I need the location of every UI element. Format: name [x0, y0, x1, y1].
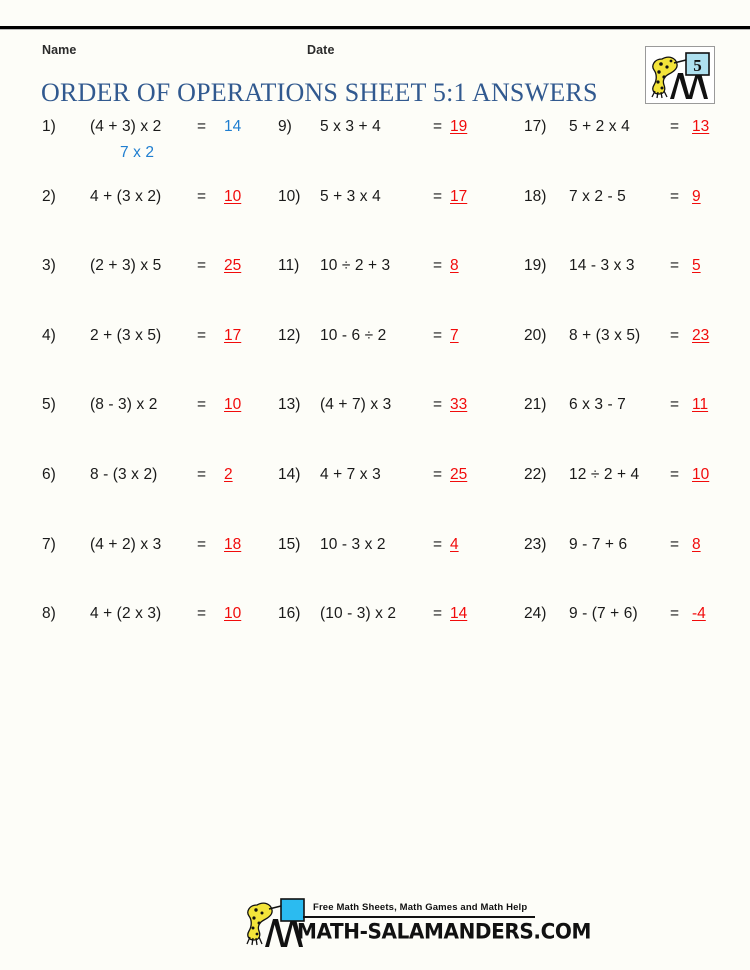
- answer-value[interactable]: 13: [692, 118, 710, 135]
- problem-number: 2): [42, 187, 56, 205]
- problem-row: [42, 257, 278, 327]
- problem-row: [524, 257, 750, 327]
- answer-value[interactable]: 17: [450, 187, 468, 205]
- answer-value[interactable]: 25: [224, 257, 242, 275]
- answer-value[interactable]: 8: [692, 535, 701, 553]
- problem-expression: 4 + (3 x 2): [90, 187, 162, 205]
- problem-expression: (4 + 7) x 3: [320, 396, 392, 414]
- equals-sign: =: [197, 396, 207, 414]
- problem-number: 24): [524, 605, 547, 623]
- problem-row: [524, 396, 750, 466]
- equals-sign: =: [670, 326, 680, 344]
- problem-row: [278, 257, 524, 327]
- salamander-logo: [645, 46, 715, 104]
- equals-sign: =: [433, 118, 443, 135]
- problem-expression: (4 + 2) x 3: [90, 535, 162, 553]
- equals-sign: =: [670, 605, 680, 623]
- problem-number: 10): [278, 187, 301, 205]
- equals-sign: =: [197, 187, 207, 205]
- equals-sign: =: [670, 465, 680, 483]
- equals-sign: =: [670, 535, 680, 553]
- answer-value[interactable]: 14: [450, 605, 468, 623]
- equals-sign: =: [197, 257, 207, 275]
- problem-expression: (4 + 3) x 2: [90, 118, 162, 135]
- problem-expression: (2 + 3) x 5: [90, 257, 162, 275]
- problem-expression: 2 + (3 x 5): [90, 326, 162, 344]
- equals-sign: =: [433, 605, 443, 623]
- answer-value[interactable]: 25: [450, 465, 468, 483]
- equals-sign: =: [197, 465, 207, 483]
- answer-value[interactable]: 5: [692, 257, 701, 275]
- problem-number: 7): [42, 535, 56, 553]
- answer-value[interactable]: 19: [450, 118, 468, 135]
- equals-sign: =: [197, 605, 207, 623]
- problem-number: 22): [524, 465, 547, 483]
- answer-value[interactable]: -4: [692, 605, 706, 623]
- problem-row: [42, 466, 278, 536]
- equals-sign: =: [433, 187, 443, 205]
- answer-value[interactable]: 17: [224, 326, 242, 344]
- answer-value[interactable]: 10: [224, 187, 242, 205]
- problem-column-1: [42, 118, 278, 675]
- problem-row: [524, 466, 750, 536]
- equals-sign: =: [197, 535, 207, 553]
- problem-expression: 10 ÷ 2 + 3: [320, 257, 391, 275]
- answer-value[interactable]: 18: [224, 535, 242, 553]
- footer-website-url[interactable]: MATH-SALAMANDERS.COM: [297, 918, 591, 944]
- problem-number: 4): [42, 326, 56, 344]
- problem-column-2: [278, 118, 524, 675]
- problem-number: 17): [524, 118, 547, 135]
- equals-sign: =: [433, 326, 443, 344]
- footer-tagline: Free Math Sheets, Math Games and Math Help: [313, 902, 528, 913]
- problem-expression: 8 + (3 x 5): [569, 326, 641, 344]
- problem-expression: 5 x 3 + 4: [320, 118, 381, 135]
- answer-value[interactable]: 4: [450, 535, 459, 553]
- logo-sign-number: 5: [693, 56, 702, 75]
- answer-value[interactable]: 10: [692, 465, 710, 483]
- problem-row: [278, 327, 524, 397]
- problem-row: [278, 536, 524, 606]
- problem-expression: 10 - 6 ÷ 2: [320, 326, 387, 344]
- problem-number: 13): [278, 396, 301, 414]
- problem-number: 1): [42, 118, 56, 135]
- problem-number: 6): [42, 465, 56, 483]
- problem-expression: (8 - 3) x 2: [90, 396, 158, 414]
- problem-row: [524, 605, 750, 675]
- problem-number: 9): [278, 118, 292, 135]
- problem-row: [524, 327, 750, 397]
- answer-value[interactable]: 7: [450, 326, 459, 344]
- answer-value[interactable]: 33: [450, 396, 468, 414]
- problem-number: 21): [524, 396, 547, 414]
- problem-expression: 5 + 3 x 4: [320, 187, 381, 205]
- header-divider: [0, 26, 750, 30]
- equals-sign: =: [197, 326, 207, 344]
- date-label: Date: [307, 43, 335, 57]
- equals-sign: =: [433, 465, 443, 483]
- problem-expression: 6 x 3 - 7: [569, 396, 626, 414]
- problem-column-3: [524, 118, 750, 675]
- equals-sign: =: [197, 118, 207, 135]
- equals-sign: =: [670, 396, 680, 414]
- equals-sign: =: [433, 535, 443, 553]
- salamander-sign-logo: [646, 47, 714, 103]
- problem-row: [524, 188, 750, 258]
- problem-number: 14): [278, 465, 301, 483]
- problem-number: 15): [278, 535, 301, 553]
- problem-row: [42, 327, 278, 397]
- problem-row: [42, 396, 278, 466]
- problem-number: 18): [524, 187, 547, 205]
- answer-value[interactable]: 8: [450, 257, 459, 275]
- problem-row: [42, 118, 278, 188]
- problem-number: 3): [42, 257, 56, 275]
- problem-number: 16): [278, 605, 301, 623]
- worked-step: 7 x 2: [120, 144, 155, 161]
- problem-number: 19): [524, 257, 547, 275]
- problem-expression: 9 - 7 + 6: [569, 535, 628, 553]
- problem-expression: 10 - 3 x 2: [320, 535, 386, 553]
- problem-row: [278, 605, 524, 675]
- name-label: Name: [42, 43, 77, 57]
- answer-value[interactable]: 10: [224, 396, 242, 414]
- problem-expression: 4 + (2 x 3): [90, 605, 162, 623]
- equals-sign: =: [670, 257, 680, 275]
- problem-number: 11): [278, 257, 300, 275]
- problem-expression: 5 + 2 x 4: [569, 118, 630, 135]
- equals-sign: =: [433, 257, 443, 275]
- problem-expression: 4 + 7 x 3: [320, 465, 381, 483]
- equals-sign: =: [670, 187, 680, 205]
- problem-row: [42, 605, 278, 675]
- problem-row: [278, 396, 524, 466]
- problem-row: [42, 536, 278, 606]
- problem-number: 20): [524, 326, 547, 344]
- problem-row: [42, 188, 278, 258]
- answer-value[interactable]: 10: [224, 605, 242, 623]
- equals-sign: =: [433, 396, 443, 414]
- answer-value[interactable]: 9: [692, 187, 701, 205]
- problem-row: [278, 118, 524, 188]
- problem-expression: 12 ÷ 2 + 4: [569, 465, 640, 483]
- problem-number: 12): [278, 326, 301, 344]
- page-footer: [0, 893, 750, 953]
- problem-number: 23): [524, 535, 547, 553]
- problem-row: [524, 536, 750, 606]
- problem-row: [524, 118, 750, 188]
- answer-value[interactable]: 14: [224, 118, 242, 135]
- answer-value[interactable]: 2: [224, 465, 233, 483]
- problem-expression: (10 - 3) x 2: [320, 605, 397, 623]
- answer-value[interactable]: 11: [692, 396, 709, 414]
- page-title: ORDER OF OPERATIONS SHEET 5:1 ANSWERS: [41, 78, 598, 107]
- problem-expression: 14 - 3 x 3: [569, 257, 635, 275]
- problem-expression: 8 - (3 x 2): [90, 465, 158, 483]
- problem-number: 8): [42, 605, 56, 623]
- problem-number: 5): [42, 396, 56, 414]
- equals-sign: =: [670, 118, 680, 135]
- problem-expression: 9 - (7 + 6): [569, 605, 638, 623]
- footer-branding: [243, 893, 591, 953]
- problem-row: [278, 466, 524, 536]
- problem-expression: 7 x 2 - 5: [569, 187, 626, 205]
- answer-value[interactable]: 23: [692, 326, 710, 344]
- problem-row: [278, 188, 524, 258]
